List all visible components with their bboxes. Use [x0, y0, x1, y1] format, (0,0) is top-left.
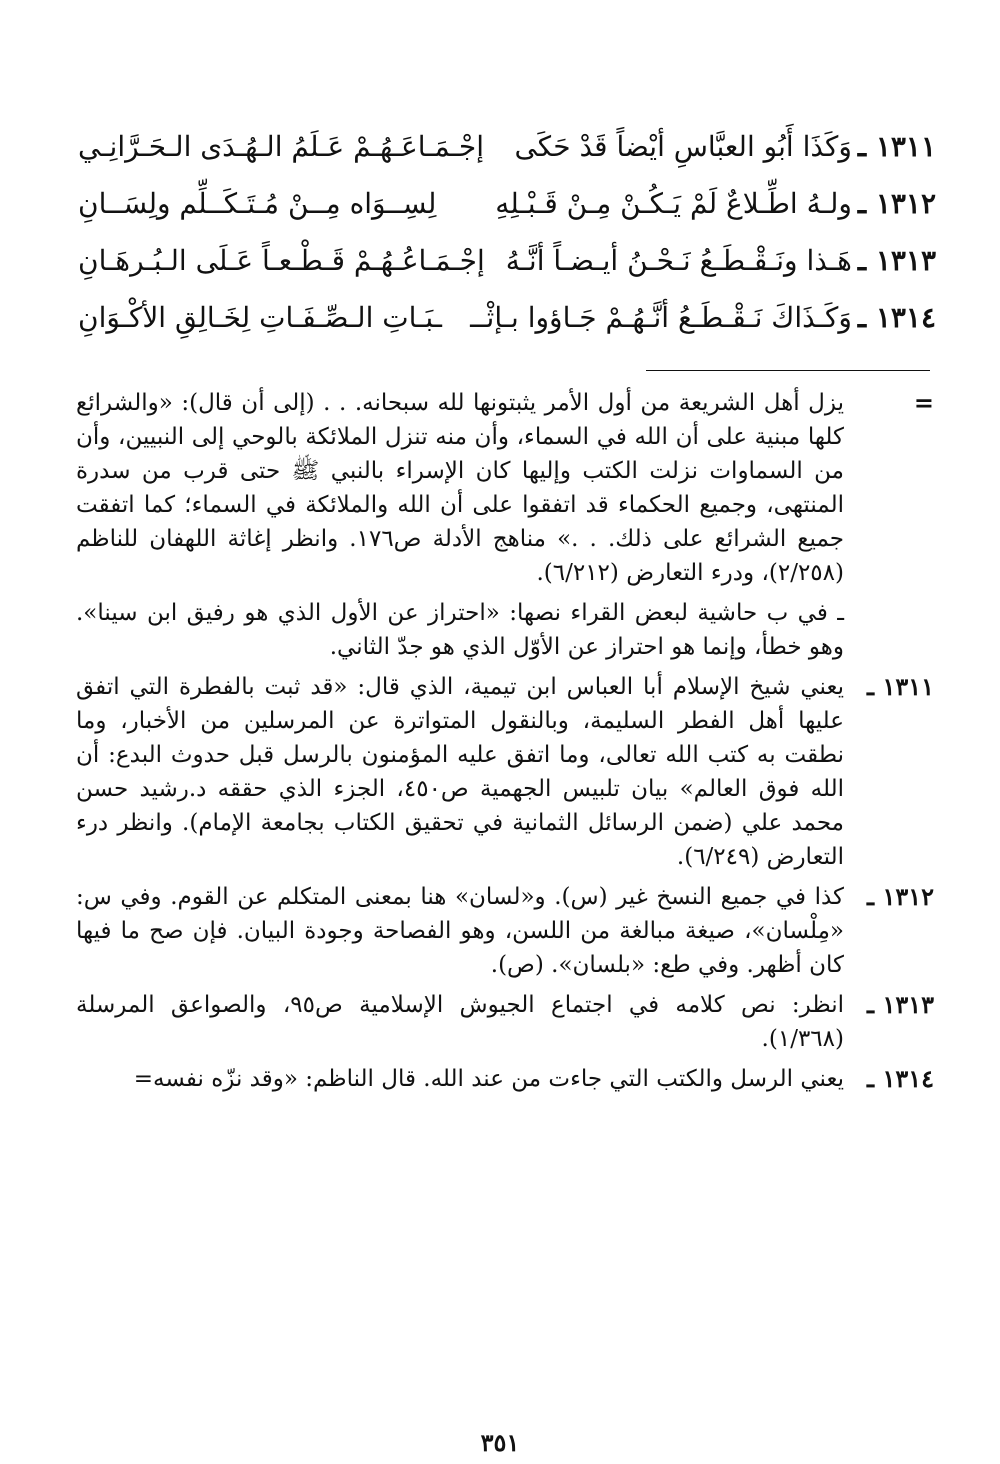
verse-number: ١٣١١ ـ	[857, 130, 936, 163]
verse-second-hemistich: لِسِــوَاه مِــنْ مُـتَـكَــلِّم ولِسَــانِ	[78, 187, 437, 220]
verse-number: ١٣١٣ ـ	[857, 244, 936, 277]
verse-first-hemistich: وَكَذَا أَبُو العبَّاسِ أيْضاً قَدْ حَكَى	[514, 130, 852, 163]
footnote-text: يعني الرسل والكتب التي جاءت من عند الله. قال الناظم: «وقد نزّه نفسه=	[133, 1066, 844, 1092]
verse-second-hemistich: إجْـمَـاعُـهُـمْ قَـطْـعـاً عَـلَى الـبُـرهَـانِ	[78, 244, 485, 277]
verse-second-hemistich: إجْـمَـاعَـهُـمْ عَـلَمُ الـهُـدَى الـحَـرَّانِـي	[78, 130, 484, 163]
verse-first-hemistich: هَـذا ونَـقْـطَـعُ نَـحْـنُ أيـضـاً أنَّـهُ	[505, 244, 852, 277]
footnote-divider	[646, 370, 930, 371]
verse-number: ١٣١٢ ـ	[857, 187, 936, 220]
footnote-number: ١٣١٣ ـ	[867, 990, 934, 1019]
footnote	[76, 880, 934, 982]
verse-line	[78, 232, 936, 289]
footnote	[76, 988, 934, 1056]
footnote	[76, 386, 934, 590]
footnote-number: ١٣١١ ـ	[867, 672, 934, 701]
verse-second-hemistich: ـبَـاتِ الـصِّـفَـاتِ لِخَـالِقِ الأكْـوَانِ	[78, 301, 443, 334]
footnote-number: ١٣١٤ ـ	[867, 1064, 934, 1093]
verse-first-hemistich: ولـهُ اطِّـلاعٌ لَمْ يَـكُـنْ مِـنْ قَـبْـلِهِ	[495, 187, 852, 220]
footnotes	[76, 386, 934, 1102]
verse-number: ١٣١٤ ـ	[857, 301, 936, 334]
footnote-number: ١٣١٢ ـ	[867, 882, 934, 911]
footnote-text: انظر: نص كلامه في اجتماع الجيوش الإسلامية ص٩٥، والصواعق المرسلة (١/٣٦٨).	[76, 992, 845, 1052]
page-number: ٣٥١	[480, 1428, 520, 1457]
footnote	[76, 670, 934, 874]
footnote	[76, 1062, 934, 1096]
verse-first-hemistich: وَكَـذَاكَ نَـقْـطَـعُ أنَّـهُـمْ جَـاؤوا بـإثْــ	[470, 301, 852, 334]
footnote-text: يعني شيخ الإسلام أبا العباس ابن تيمية، الذي قال: «قد ثبت بالفطرة التي اتفق عليها أهل الفطر السليمة، وبالنقول المتواترة عن المرسلين من الأخبار، وما نطقت به كتب الله تعالى، وما اتفق عليه المؤمنون بالرسل قبل حدوث البدع: أن الله فوق العالم» بيان تلبيس الجهمية ص٤٥٠، الجزء الذي حققه د.رشيد حسن محمد علي (ضمن الرسائل الثمانية في تحقيق الكتاب بجامعة الإمام). وانظر درء التعارض (٦/٢٤٩).	[76, 674, 844, 870]
footnote-text: ـ في ب حاشية لبعض القراء نصها: «احتراز عن الأول الذي هو رفيق ابن سينا». وهو خطأ، وإنما هو احتراز عن الأوّل الذي هو جدّ الثاني.	[76, 600, 844, 660]
footnote-text: يزل أهل الشريعة من أول الأمر يثبتونها لله سبحانه. . . (إلى أن قال): «والشرائع كلها مبنية على أن الله في السماء، وأن منه تنزل الملائكة بالوحي إلى النبيين، وأن من السماوات نزلت الكتب وإليها كان الإسراء بالنبي ﷺ حتى قرب من سدرة المنتهى، وجميع الحكماء قد اتفقوا على أن الله والملائكة في السماء؛ كما اتفقت جميع الشرائع على ذلك. . .» مناهج الأدلة ص١٧٦. وانظر إغاثة اللهفان للناظم (٢/٢٥٨)، ودرء التعارض (٦/٢١٢).	[76, 390, 844, 586]
verse-line	[78, 289, 936, 346]
footnote	[76, 596, 934, 664]
verse-line	[78, 175, 936, 232]
verse-line	[78, 118, 936, 175]
poem-verses	[78, 118, 936, 346]
footnote-number: =	[913, 388, 934, 417]
footnote-text: كذا في جميع النسخ غير (س). و«لسان» هنا بمعنى المتكلم عن القوم. وفي س: «مِلْسان»، صيغة مبالغة من اللسن، وهو الفصاحة وجودة البيان. فإن صح ما فيها كان أظهر. وفي طع: «بلسان». (ص).	[76, 884, 844, 978]
